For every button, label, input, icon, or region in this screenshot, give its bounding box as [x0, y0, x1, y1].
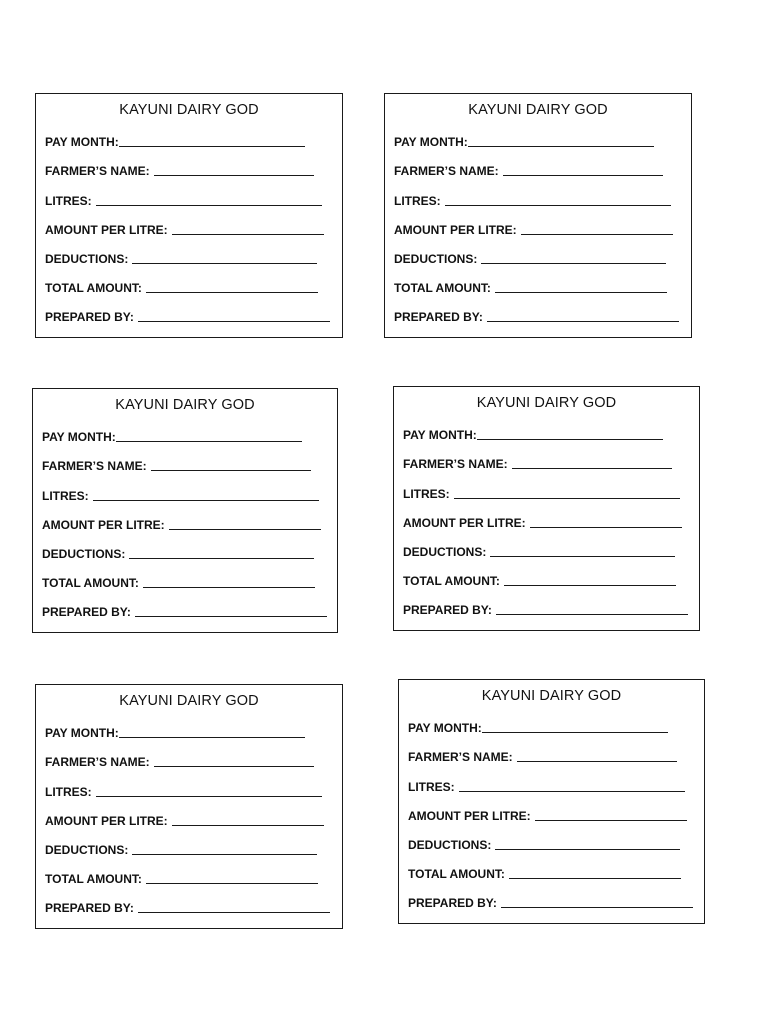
slip-title: KAYUNI DAIRY GOD — [476, 395, 617, 411]
amount-per-litre-row — [394, 214, 691, 243]
farmer-name-label: FARMER’S NAME: — [45, 164, 150, 179]
litres-row — [394, 184, 691, 213]
litres-field[interactable] — [96, 205, 322, 206]
pay-month-row — [394, 126, 691, 155]
litres-label: LITRES: — [42, 488, 89, 503]
deductions-field[interactable] — [129, 558, 314, 559]
prepared-by-label: PREPARED BY: — [45, 310, 134, 325]
total-amount-field[interactable] — [146, 292, 318, 293]
total-amount-field[interactable] — [504, 585, 676, 586]
payment-slip — [384, 93, 692, 338]
farmer-name-label: FARMER’S NAME: — [408, 750, 513, 765]
amount-per-litre-field[interactable] — [535, 820, 687, 821]
deductions-label: DEDUCTIONS: — [42, 546, 126, 561]
total-amount-label: TOTAL AMOUNT: — [394, 281, 491, 296]
deductions-label: DEDUCTIONS: — [403, 544, 487, 559]
amount-per-litre-label: AMOUNT PER LITRE: — [403, 515, 526, 530]
pay-month-field[interactable] — [468, 146, 654, 147]
amount-per-litre-row — [408, 800, 704, 829]
total-amount-row — [408, 858, 704, 887]
farmer-name-row — [408, 741, 704, 770]
deductions-label: DEDUCTIONS: — [45, 251, 129, 266]
deductions-row — [403, 536, 699, 565]
farmer-name-row — [45, 746, 342, 775]
litres-label: LITRES: — [408, 779, 455, 794]
litres-row — [408, 770, 704, 799]
litres-field[interactable] — [96, 796, 322, 797]
deductions-label: DEDUCTIONS: — [394, 251, 478, 266]
litres-field[interactable] — [445, 205, 671, 206]
deductions-field[interactable] — [481, 263, 666, 264]
litres-row — [42, 479, 337, 508]
deductions-field[interactable] — [495, 849, 680, 850]
payment-slip — [35, 684, 343, 929]
total-amount-row — [394, 272, 691, 301]
litres-field[interactable] — [454, 498, 680, 499]
prepared-by-row — [408, 887, 704, 916]
total-amount-row — [45, 272, 342, 301]
total-amount-label: TOTAL AMOUNT: — [45, 872, 142, 887]
total-amount-field[interactable] — [146, 883, 318, 884]
total-amount-field[interactable] — [509, 878, 681, 879]
total-amount-label: TOTAL AMOUNT: — [42, 576, 139, 591]
farmer-name-row — [403, 448, 699, 477]
pay-month-label: PAY MONTH: — [394, 135, 468, 150]
total-amount-field[interactable] — [143, 587, 315, 588]
prepared-by-label: PREPARED BY: — [394, 310, 483, 325]
farmer-name-field[interactable] — [154, 766, 314, 767]
prepared-by-label: PREPARED BY: — [45, 901, 134, 916]
pay-month-field[interactable] — [477, 439, 663, 440]
farmer-name-field[interactable] — [503, 175, 663, 176]
total-amount-row — [42, 567, 337, 596]
deductions-row — [45, 243, 342, 272]
deductions-field[interactable] — [490, 556, 675, 557]
prepared-by-field[interactable] — [135, 616, 327, 617]
slip-title: KAYUNI DAIRY GOD — [119, 693, 259, 709]
total-amount-label: TOTAL AMOUNT: — [408, 867, 505, 882]
amount-per-litre-row — [403, 507, 699, 536]
pay-month-row — [42, 421, 337, 450]
prepared-by-row — [403, 594, 699, 623]
prepared-by-field[interactable] — [138, 912, 330, 913]
amount-per-litre-field[interactable] — [172, 825, 324, 826]
prepared-by-row — [394, 301, 691, 330]
litres-row — [403, 477, 699, 506]
prepared-by-label: PREPARED BY: — [408, 896, 497, 911]
farmer-name-row — [42, 450, 337, 479]
pay-month-row — [45, 717, 342, 746]
prepared-by-label: PREPARED BY: — [42, 605, 131, 620]
payment-slip — [32, 388, 338, 633]
pay-month-field[interactable] — [119, 146, 305, 147]
prepared-by-field[interactable] — [487, 321, 679, 322]
litres-label: LITRES: — [45, 193, 92, 208]
slip-title: KAYUNI DAIRY GOD — [468, 102, 608, 118]
litres-label: LITRES: — [394, 193, 441, 208]
total-amount-row — [45, 863, 342, 892]
prepared-by-row — [45, 301, 342, 330]
pay-month-label: PAY MONTH: — [45, 135, 119, 150]
prepared-by-field[interactable] — [496, 614, 688, 615]
litres-row — [45, 775, 342, 804]
total-amount-label: TOTAL AMOUNT: — [403, 574, 500, 589]
litres-field[interactable] — [459, 791, 685, 792]
slip-title: KAYUNI DAIRY GOD — [115, 397, 255, 413]
pay-month-label: PAY MONTH: — [408, 721, 482, 736]
litres-label: LITRES: — [45, 784, 92, 799]
prepared-by-row — [45, 892, 342, 921]
pay-month-label: PAY MONTH: — [45, 726, 119, 741]
pay-month-field[interactable] — [119, 737, 305, 738]
farmer-name-row — [394, 155, 691, 184]
pay-month-row — [45, 126, 342, 155]
farmer-name-label: FARMER’S NAME: — [42, 459, 147, 474]
pay-month-label: PAY MONTH: — [403, 428, 477, 443]
deductions-field[interactable] — [132, 263, 317, 264]
farmer-name-label: FARMER’S NAME: — [394, 164, 499, 179]
deductions-label: DEDUCTIONS: — [408, 837, 492, 852]
total-amount-row — [403, 565, 699, 594]
prepared-by-field[interactable] — [138, 321, 330, 322]
amount-per-litre-field[interactable] — [172, 234, 324, 235]
prepared-by-field[interactable] — [501, 907, 693, 908]
pay-month-label: PAY MONTH: — [42, 430, 116, 445]
farmer-name-label: FARMER’S NAME: — [45, 755, 150, 770]
farmer-name-row — [45, 155, 342, 184]
pay-month-field[interactable] — [116, 441, 302, 442]
pay-month-row — [403, 419, 699, 448]
slip-title: KAYUNI DAIRY GOD — [481, 688, 622, 704]
amount-per-litre-field[interactable] — [169, 529, 321, 530]
deductions-label: DEDUCTIONS: — [45, 842, 129, 857]
payment-slip — [35, 93, 343, 338]
prepared-by-label: PREPARED BY: — [403, 603, 492, 618]
litres-label: LITRES: — [403, 486, 450, 501]
amount-per-litre-field[interactable] — [521, 234, 673, 235]
pay-month-row — [408, 712, 704, 741]
deductions-row — [394, 243, 691, 272]
farmer-name-label: FARMER’S NAME: — [403, 457, 508, 472]
farmer-name-field[interactable] — [151, 470, 311, 471]
amount-per-litre-label: AMOUNT PER LITRE: — [45, 222, 168, 237]
slip-title: KAYUNI DAIRY GOD — [119, 102, 259, 118]
amount-per-litre-label: AMOUNT PER LITRE: — [408, 808, 531, 823]
amount-per-litre-row — [45, 805, 342, 834]
litres-field[interactable] — [93, 500, 319, 501]
deductions-row — [42, 538, 337, 567]
total-amount-field[interactable] — [495, 292, 667, 293]
amount-per-litre-label: AMOUNT PER LITRE: — [45, 813, 168, 828]
amount-per-litre-row — [45, 214, 342, 243]
farmer-name-field[interactable] — [154, 175, 314, 176]
deductions-field[interactable] — [132, 854, 317, 855]
farmer-name-field[interactable] — [517, 761, 677, 762]
payment-slip — [398, 679, 705, 924]
amount-per-litre-field[interactable] — [530, 527, 682, 528]
pay-month-field[interactable] — [482, 732, 668, 733]
deductions-row — [408, 829, 704, 858]
deductions-row — [45, 834, 342, 863]
amount-per-litre-row — [42, 509, 337, 538]
payment-slip — [393, 386, 700, 631]
amount-per-litre-label: AMOUNT PER LITRE: — [394, 222, 517, 237]
total-amount-label: TOTAL AMOUNT: — [45, 281, 142, 296]
farmer-name-field[interactable] — [512, 468, 672, 469]
litres-row — [45, 184, 342, 213]
prepared-by-row — [42, 596, 337, 625]
amount-per-litre-label: AMOUNT PER LITRE: — [42, 517, 165, 532]
